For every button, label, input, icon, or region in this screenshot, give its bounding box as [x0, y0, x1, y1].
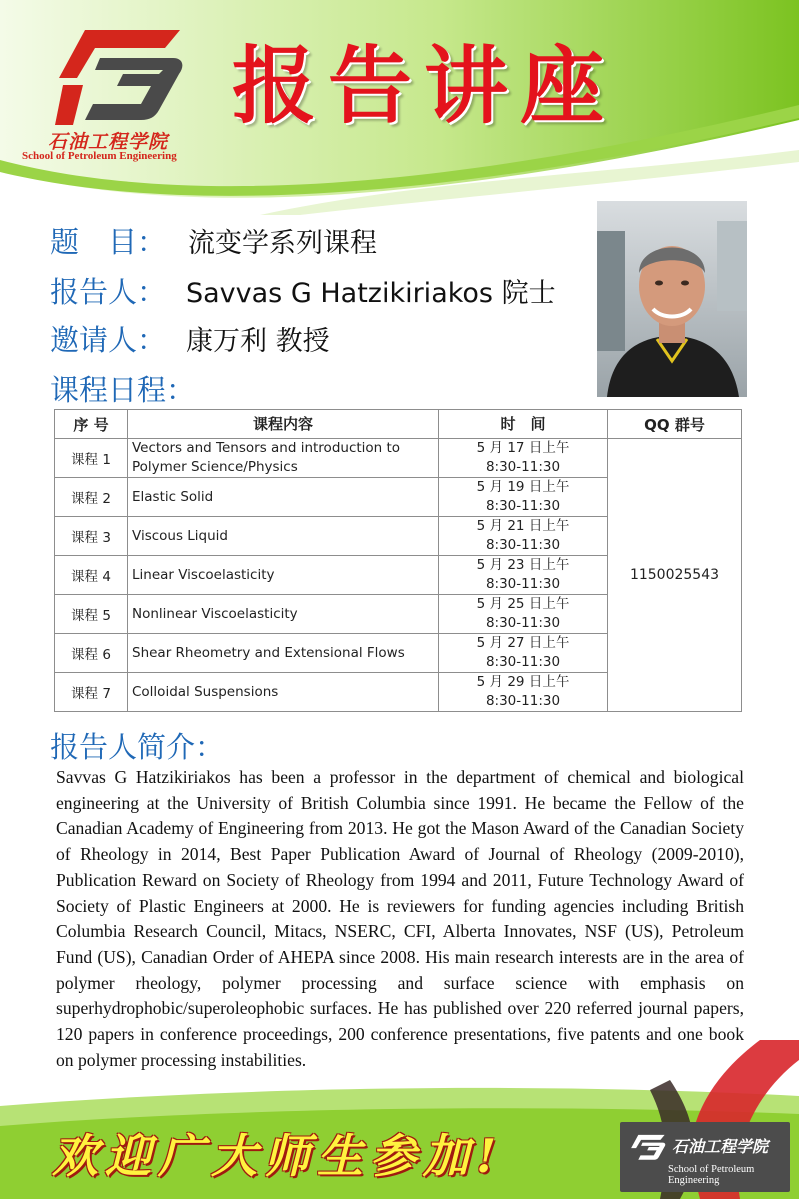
school-name-en: School of Petroleum Engineering — [22, 150, 177, 162]
course-hours: 8:30-11:30 — [485, 459, 561, 475]
course-time — [439, 517, 608, 556]
inviter-value: 康万利 教授 — [186, 326, 330, 357]
course-number: 课程 7 — [55, 673, 128, 712]
course-number: 课程 3 — [55, 517, 128, 556]
course-time — [439, 595, 608, 634]
course-time — [439, 439, 608, 478]
table-row — [55, 439, 742, 478]
course-hours: 8:30-11:30 — [485, 537, 561, 553]
speaker-portrait — [597, 201, 747, 397]
course-number: 课程 5 — [55, 595, 128, 634]
header-content: 课程内容 — [128, 410, 439, 439]
course-time — [439, 634, 608, 673]
welcome-banner: 欢迎广大师生参加! — [52, 1129, 504, 1183]
qq-group-number: 1150025543 — [608, 439, 742, 712]
course-content: Shear Rheometry and Extensional Flows — [128, 634, 439, 673]
school-logo-icon — [55, 30, 185, 125]
schedule-table — [54, 409, 742, 712]
course-content: Colloidal Suspensions — [128, 673, 439, 712]
bio-text: Savvas G Hatzikiriakos has been a professor in the department of chemical and biological engineering at the University of British Columbia since 1991. He became the Fellow of the Canadian Academy of Engineering from 2013. He got the Mason Award of the Canadian Society of Rheology in 2014, Best Paper Publication Award of Journal of Rheology (2009-2010), Publication Reward on Society of Rheology from 1994 and 2011, Future Technology Award of Society of Plastic Engineers at 2000. He is reviewers for funding agencies including British Columbia Research Council, Mitacs, NSERC, CFI, Alberta Innovates, NSF (US), Petroleum Fund (US), Canadian Order of AHEPA since 2008. His main research interests are in the area of polymer rheology, polymer processing and surface science with emphasis on superhydrophobic/superoleophobic surfaces. He has published over 220 referred journal papers, 120 papers in conference proceedings, 200 conference presentations, five patents and one book on polymer processing instabilities. — [56, 767, 744, 1070]
footer-school-en: School of Petroleum Engineering — [668, 1164, 755, 1186]
school-name-cn: 石油工程学院 — [48, 131, 169, 153]
speaker-label: 报告人： — [50, 275, 167, 309]
course-number: 课程 6 — [55, 634, 128, 673]
table-header-row — [55, 410, 742, 439]
footer-badge — [620, 1122, 790, 1192]
course-hours: 8:30-11:30 — [485, 654, 561, 670]
course-content: Vectors and Tensors and introduction to Polymer Science/Physics — [128, 439, 439, 478]
course-content: Viscous Liquid — [128, 517, 439, 556]
footer-logo-icon — [630, 1134, 666, 1162]
course-hours: 8:30-11:30 — [485, 615, 561, 631]
topic-label: 题 目： — [50, 225, 167, 259]
poster-headline: 报告讲座 — [232, 36, 617, 135]
footer-school-cn: 石油工程学院 — [672, 1137, 769, 1156]
course-hours: 8:30-11:30 — [485, 498, 561, 514]
course-hours: 8:30-11:30 — [485, 576, 561, 592]
header-qq: QQ 群号 — [608, 410, 742, 439]
course-content: Elastic Solid — [128, 478, 439, 517]
speaker-value: Savvas G Hatzikiriakos 院士 — [186, 278, 556, 309]
course-date: 5 月 29 日上午 — [476, 674, 570, 690]
course-content: Linear Viscoelasticity — [128, 556, 439, 595]
topic-value: 流变学系列课程 — [188, 228, 377, 259]
course-date: 5 月 23 日上午 — [476, 557, 570, 573]
header-time: 时 间 — [439, 410, 608, 439]
course-date: 5 月 21 日上午 — [476, 518, 570, 534]
inviter-label: 邀请人： — [50, 323, 167, 357]
course-time — [439, 556, 608, 595]
course-date: 5 月 27 日上午 — [476, 635, 570, 651]
course-number: 课程 4 — [55, 556, 128, 595]
course-content: Nonlinear Viscoelasticity — [128, 595, 439, 634]
course-date: 5 月 25 日上午 — [476, 596, 570, 612]
course-hours: 8:30-11:30 — [485, 693, 561, 709]
course-date: 5 月 19 日上午 — [476, 479, 570, 495]
course-number: 课程 1 — [55, 439, 128, 478]
bio-label: 报告人简介： — [50, 730, 225, 764]
course-date: 5 月 17 日上午 — [476, 440, 570, 456]
schedule-label: 课程日程： — [50, 373, 196, 407]
course-number: 课程 2 — [55, 478, 128, 517]
course-time — [439, 478, 608, 517]
header-no: 序 号 — [55, 410, 128, 439]
course-time — [439, 673, 608, 712]
